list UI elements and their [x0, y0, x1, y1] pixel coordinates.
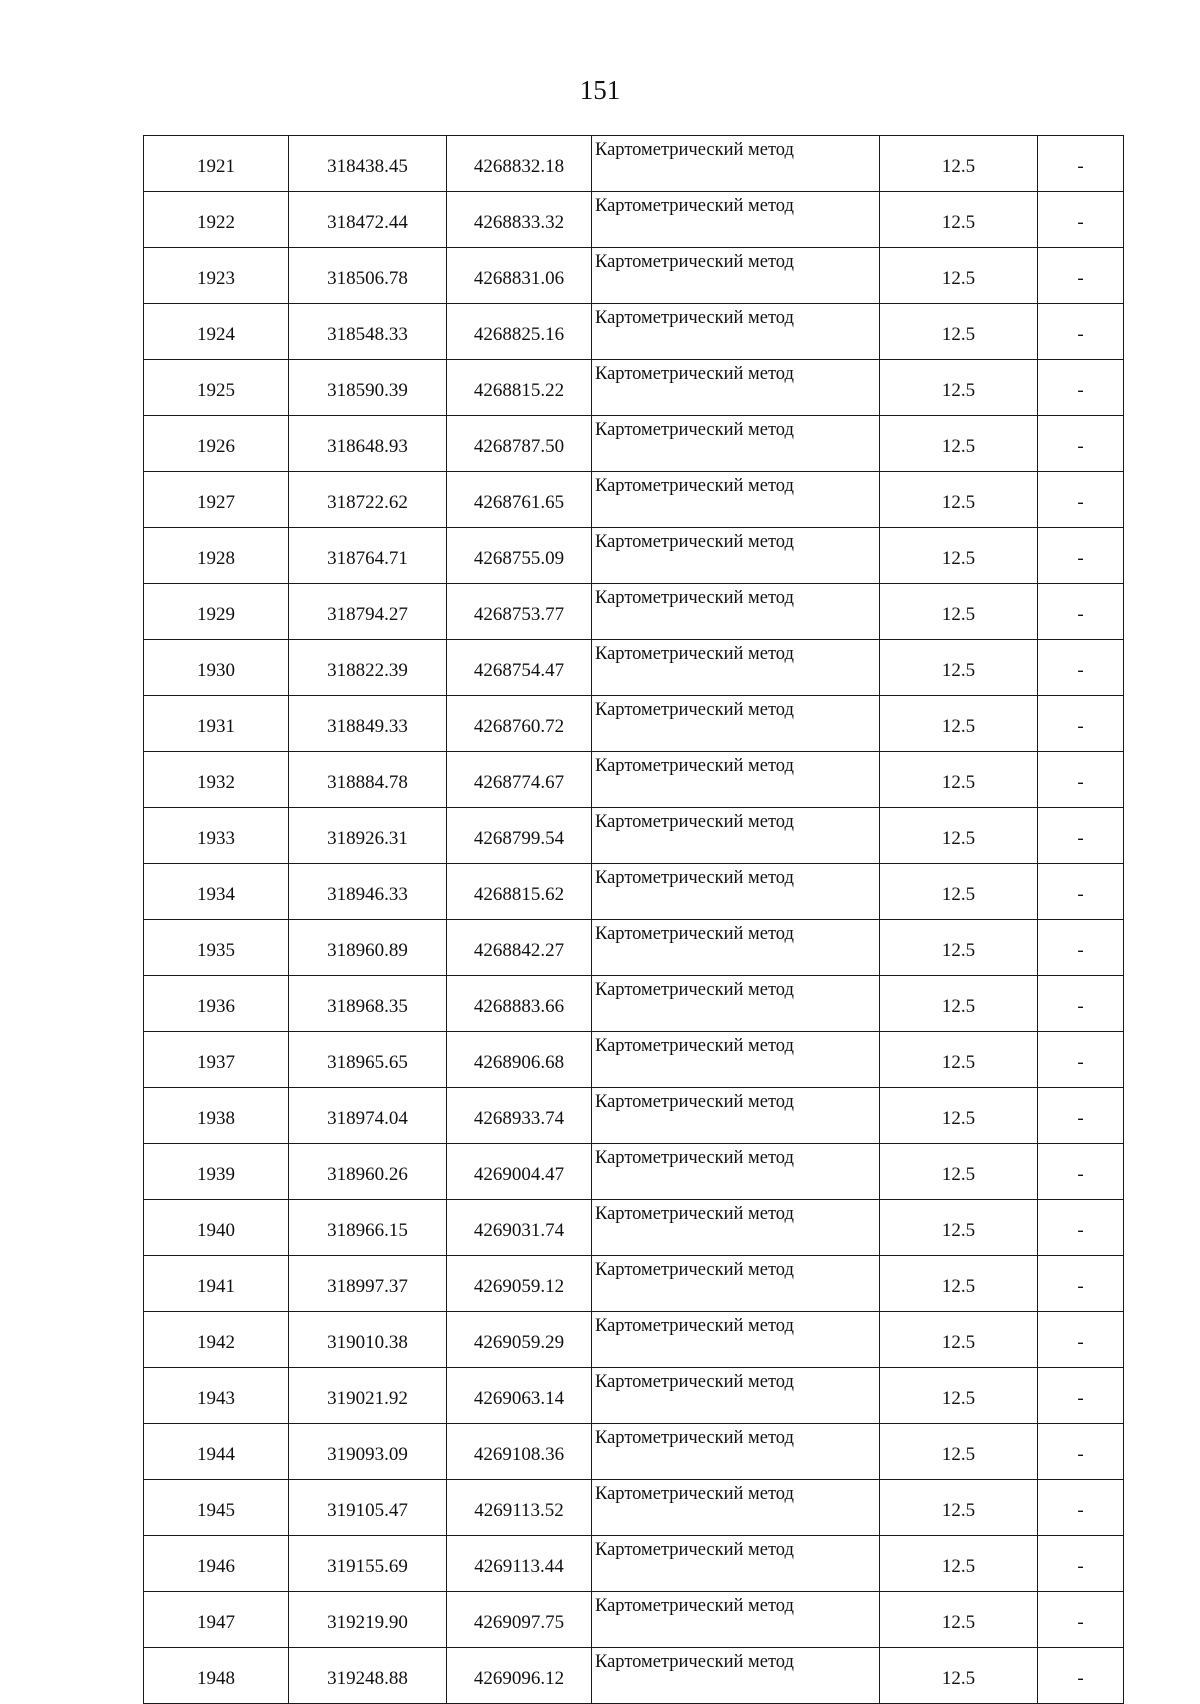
x-coordinate-cell: 318849.33: [289, 696, 447, 752]
note-cell: -: [1038, 1480, 1124, 1536]
table-row: [144, 1536, 1124, 1592]
accuracy-cell: 12.5: [880, 1592, 1038, 1648]
method-cell: Картометрический метод: [592, 1256, 880, 1312]
x-coordinate-cell: 319155.69: [289, 1536, 447, 1592]
y-coordinate-cell: 4268799.54: [447, 808, 592, 864]
table-row: [144, 1424, 1124, 1480]
x-coordinate-cell: 319248.88: [289, 1648, 447, 1704]
point-number-cell: 1933: [144, 808, 289, 864]
point-number-cell: 1923: [144, 248, 289, 304]
note-cell: -: [1038, 416, 1124, 472]
y-coordinate-cell: 4268832.18: [447, 136, 592, 192]
point-number-cell: 1924: [144, 304, 289, 360]
point-number-cell: 1947: [144, 1592, 289, 1648]
accuracy-cell: 12.5: [880, 1648, 1038, 1704]
accuracy-cell: 12.5: [880, 248, 1038, 304]
accuracy-cell: 12.5: [880, 136, 1038, 192]
method-cell: Картометрический метод: [592, 1424, 880, 1480]
table-row: [144, 416, 1124, 472]
method-cell: Картометрический метод: [592, 416, 880, 472]
method-cell: Картометрический метод: [592, 1312, 880, 1368]
accuracy-cell: 12.5: [880, 528, 1038, 584]
method-cell: Картометрический метод: [592, 752, 880, 808]
accuracy-cell: 12.5: [880, 360, 1038, 416]
note-cell: -: [1038, 1144, 1124, 1200]
y-coordinate-cell: 4268787.50: [447, 416, 592, 472]
point-number-cell: 1940: [144, 1200, 289, 1256]
accuracy-cell: 12.5: [880, 1424, 1038, 1480]
table-row: [144, 472, 1124, 528]
point-number-cell: 1945: [144, 1480, 289, 1536]
method-cell: Картометрический метод: [592, 528, 880, 584]
table-row: [144, 584, 1124, 640]
x-coordinate-cell: 318764.71: [289, 528, 447, 584]
accuracy-cell: 12.5: [880, 1368, 1038, 1424]
method-cell: Картометрический метод: [592, 1480, 880, 1536]
note-cell: -: [1038, 864, 1124, 920]
accuracy-cell: 12.5: [880, 192, 1038, 248]
y-coordinate-cell: 4268815.22: [447, 360, 592, 416]
point-number-cell: 1937: [144, 1032, 289, 1088]
y-coordinate-cell: 4269096.12: [447, 1648, 592, 1704]
method-cell: Картометрический метод: [592, 136, 880, 192]
method-cell: Картометрический метод: [592, 1200, 880, 1256]
y-coordinate-cell: 4269108.36: [447, 1424, 592, 1480]
note-cell: -: [1038, 1536, 1124, 1592]
y-coordinate-cell: 4269113.44: [447, 1536, 592, 1592]
y-coordinate-cell: 4268906.68: [447, 1032, 592, 1088]
note-cell: -: [1038, 192, 1124, 248]
point-number-cell: 1941: [144, 1256, 289, 1312]
accuracy-cell: 12.5: [880, 640, 1038, 696]
table-row: [144, 1144, 1124, 1200]
table-row: [144, 808, 1124, 864]
accuracy-cell: 12.5: [880, 584, 1038, 640]
y-coordinate-cell: 4269097.75: [447, 1592, 592, 1648]
point-number-cell: 1928: [144, 528, 289, 584]
accuracy-cell: 12.5: [880, 976, 1038, 1032]
x-coordinate-cell: 318960.89: [289, 920, 447, 976]
coordinates-table: [143, 135, 1124, 1704]
accuracy-cell: 12.5: [880, 304, 1038, 360]
y-coordinate-cell: 4268761.65: [447, 472, 592, 528]
point-number-cell: 1935: [144, 920, 289, 976]
x-coordinate-cell: 318506.78: [289, 248, 447, 304]
x-coordinate-cell: 318794.27: [289, 584, 447, 640]
accuracy-cell: 12.5: [880, 696, 1038, 752]
point-number-cell: 1934: [144, 864, 289, 920]
method-cell: Картометрический метод: [592, 1368, 880, 1424]
note-cell: -: [1038, 808, 1124, 864]
method-cell: Картометрический метод: [592, 584, 880, 640]
method-cell: Картометрический метод: [592, 1088, 880, 1144]
table-row: [144, 1088, 1124, 1144]
x-coordinate-cell: 318822.39: [289, 640, 447, 696]
table-row: [144, 696, 1124, 752]
accuracy-cell: 12.5: [880, 416, 1038, 472]
note-cell: -: [1038, 1032, 1124, 1088]
y-coordinate-cell: 4268883.66: [447, 976, 592, 1032]
accuracy-cell: 12.5: [880, 808, 1038, 864]
table-body: [144, 136, 1124, 1704]
note-cell: -: [1038, 1200, 1124, 1256]
y-coordinate-cell: 4269059.29: [447, 1312, 592, 1368]
table-row: [144, 1032, 1124, 1088]
method-cell: Картометрический метод: [592, 1592, 880, 1648]
method-cell: Картометрический метод: [592, 304, 880, 360]
note-cell: -: [1038, 752, 1124, 808]
table-row: [144, 976, 1124, 1032]
method-cell: Картометрический метод: [592, 976, 880, 1032]
method-cell: Картометрический метод: [592, 864, 880, 920]
accuracy-cell: 12.5: [880, 1536, 1038, 1592]
y-coordinate-cell: 4268833.32: [447, 192, 592, 248]
note-cell: -: [1038, 1088, 1124, 1144]
y-coordinate-cell: 4268825.16: [447, 304, 592, 360]
note-cell: -: [1038, 696, 1124, 752]
x-coordinate-cell: 318968.35: [289, 976, 447, 1032]
x-coordinate-cell: 318974.04: [289, 1088, 447, 1144]
table-row: [144, 192, 1124, 248]
table-row: [144, 1368, 1124, 1424]
point-number-cell: 1939: [144, 1144, 289, 1200]
table-row: [144, 1592, 1124, 1648]
y-coordinate-cell: 4269059.12: [447, 1256, 592, 1312]
note-cell: -: [1038, 920, 1124, 976]
accuracy-cell: 12.5: [880, 920, 1038, 976]
note-cell: -: [1038, 640, 1124, 696]
accuracy-cell: 12.5: [880, 1144, 1038, 1200]
accuracy-cell: 12.5: [880, 1200, 1038, 1256]
table-row: [144, 1312, 1124, 1368]
point-number-cell: 1926: [144, 416, 289, 472]
table-row: [144, 360, 1124, 416]
page-number: 151: [579, 75, 621, 105]
x-coordinate-cell: 318884.78: [289, 752, 447, 808]
y-coordinate-cell: 4268831.06: [447, 248, 592, 304]
note-cell: -: [1038, 1312, 1124, 1368]
point-number-cell: 1938: [144, 1088, 289, 1144]
method-cell: Картометрический метод: [592, 640, 880, 696]
table-row: [144, 1648, 1124, 1704]
x-coordinate-cell: 319105.47: [289, 1480, 447, 1536]
x-coordinate-cell: 318472.44: [289, 192, 447, 248]
table-row: [144, 920, 1124, 976]
note-cell: -: [1038, 1256, 1124, 1312]
method-cell: Картометрический метод: [592, 1536, 880, 1592]
accuracy-cell: 12.5: [880, 472, 1038, 528]
x-coordinate-cell: 319010.38: [289, 1312, 447, 1368]
note-cell: -: [1038, 1368, 1124, 1424]
method-cell: Картометрический метод: [592, 248, 880, 304]
note-cell: -: [1038, 1648, 1124, 1704]
y-coordinate-cell: 4269113.52: [447, 1480, 592, 1536]
point-number-cell: 1925: [144, 360, 289, 416]
x-coordinate-cell: 318648.93: [289, 416, 447, 472]
x-coordinate-cell: 318590.39: [289, 360, 447, 416]
method-cell: Картометрический метод: [592, 696, 880, 752]
x-coordinate-cell: 318946.33: [289, 864, 447, 920]
accuracy-cell: 12.5: [880, 1312, 1038, 1368]
x-coordinate-cell: 318548.33: [289, 304, 447, 360]
y-coordinate-cell: 4268842.27: [447, 920, 592, 976]
table-row: [144, 640, 1124, 696]
table-row: [144, 1256, 1124, 1312]
table-row: [144, 864, 1124, 920]
point-number-cell: 1922: [144, 192, 289, 248]
x-coordinate-cell: 318722.62: [289, 472, 447, 528]
table-row: [144, 752, 1124, 808]
y-coordinate-cell: 4269063.14: [447, 1368, 592, 1424]
point-number-cell: 1932: [144, 752, 289, 808]
x-coordinate-cell: 318965.65: [289, 1032, 447, 1088]
table-row: [144, 528, 1124, 584]
point-number-cell: 1943: [144, 1368, 289, 1424]
y-coordinate-cell: 4269031.74: [447, 1200, 592, 1256]
y-coordinate-cell: 4269004.47: [447, 1144, 592, 1200]
point-number-cell: 1936: [144, 976, 289, 1032]
point-number-cell: 1931: [144, 696, 289, 752]
method-cell: Картометрический метод: [592, 808, 880, 864]
method-cell: Картометрический метод: [592, 360, 880, 416]
method-cell: Картометрический метод: [592, 920, 880, 976]
note-cell: -: [1038, 1424, 1124, 1480]
x-coordinate-cell: 318438.45: [289, 136, 447, 192]
point-number-cell: 1927: [144, 472, 289, 528]
table-row: [144, 1200, 1124, 1256]
method-cell: Картометрический метод: [592, 472, 880, 528]
y-coordinate-cell: 4268754.47: [447, 640, 592, 696]
accuracy-cell: 12.5: [880, 864, 1038, 920]
x-coordinate-cell: 318926.31: [289, 808, 447, 864]
note-cell: -: [1038, 528, 1124, 584]
x-coordinate-cell: 319021.92: [289, 1368, 447, 1424]
point-number-cell: 1946: [144, 1536, 289, 1592]
x-coordinate-cell: 318997.37: [289, 1256, 447, 1312]
y-coordinate-cell: 4268755.09: [447, 528, 592, 584]
note-cell: -: [1038, 472, 1124, 528]
accuracy-cell: 12.5: [880, 752, 1038, 808]
note-cell: -: [1038, 1592, 1124, 1648]
point-number-cell: 1921: [144, 136, 289, 192]
x-coordinate-cell: 319093.09: [289, 1424, 447, 1480]
x-coordinate-cell: 319219.90: [289, 1592, 447, 1648]
table-row: [144, 1480, 1124, 1536]
table-row: [144, 304, 1124, 360]
note-cell: -: [1038, 136, 1124, 192]
table-row: [144, 136, 1124, 192]
method-cell: Картометрический метод: [592, 1648, 880, 1704]
method-cell: Картометрический метод: [592, 192, 880, 248]
accuracy-cell: 12.5: [880, 1256, 1038, 1312]
point-number-cell: 1929: [144, 584, 289, 640]
y-coordinate-cell: 4268760.72: [447, 696, 592, 752]
point-number-cell: 1930: [144, 640, 289, 696]
x-coordinate-cell: 318960.26: [289, 1144, 447, 1200]
note-cell: -: [1038, 360, 1124, 416]
point-number-cell: 1942: [144, 1312, 289, 1368]
point-number-cell: 1948: [144, 1648, 289, 1704]
x-coordinate-cell: 318966.15: [289, 1200, 447, 1256]
note-cell: -: [1038, 304, 1124, 360]
method-cell: Картометрический метод: [592, 1032, 880, 1088]
point-number-cell: 1944: [144, 1424, 289, 1480]
note-cell: -: [1038, 976, 1124, 1032]
method-cell: Картометрический метод: [592, 1144, 880, 1200]
accuracy-cell: 12.5: [880, 1032, 1038, 1088]
note-cell: -: [1038, 248, 1124, 304]
y-coordinate-cell: 4268774.67: [447, 752, 592, 808]
y-coordinate-cell: 4268815.62: [447, 864, 592, 920]
coordinates-table-container: [143, 135, 1123, 1704]
accuracy-cell: 12.5: [880, 1088, 1038, 1144]
accuracy-cell: 12.5: [880, 1480, 1038, 1536]
y-coordinate-cell: 4268753.77: [447, 584, 592, 640]
y-coordinate-cell: 4268933.74: [447, 1088, 592, 1144]
table-row: [144, 248, 1124, 304]
note-cell: -: [1038, 584, 1124, 640]
